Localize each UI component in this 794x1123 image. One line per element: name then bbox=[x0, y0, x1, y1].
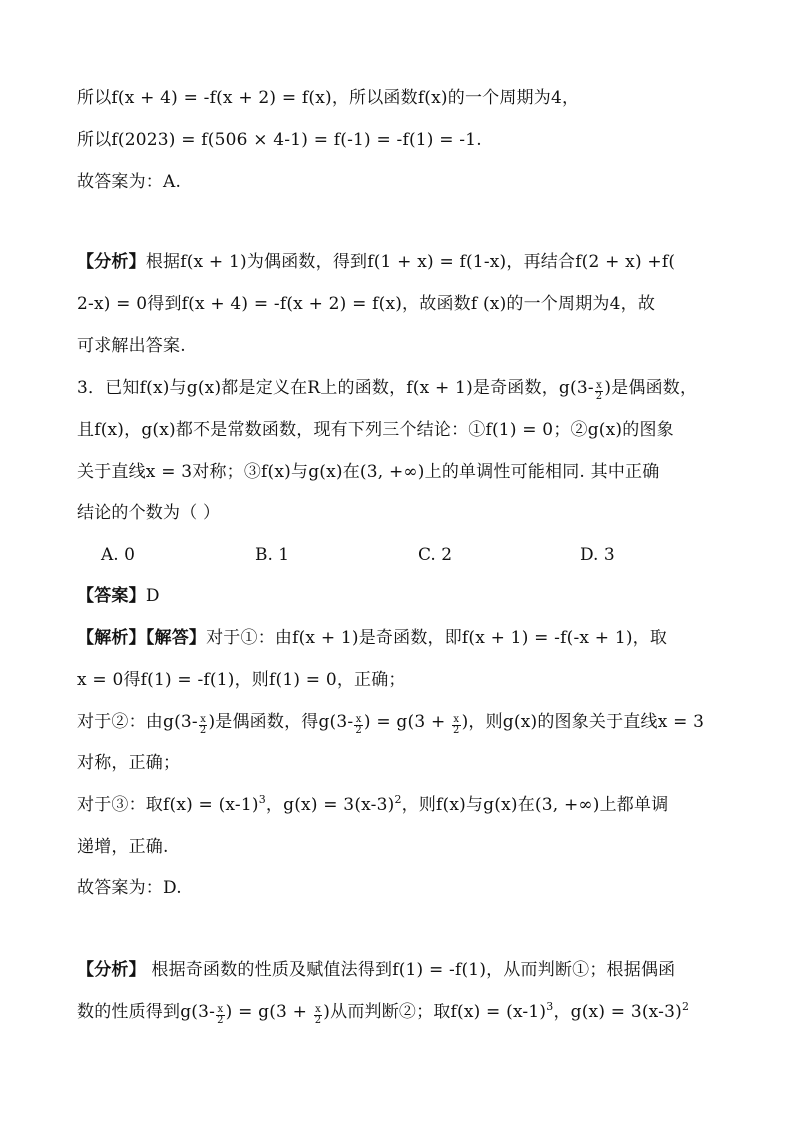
solution-line-2-text: x = 0得f(1) = -f(1)，则f(1) = 0，正确； bbox=[77, 670, 406, 690]
solution-line-5-text-b: ，g(x) = 3(x-3) bbox=[265, 795, 395, 815]
solution-line-3-text-d: )，则g(x)的图象关于直线x = 3 bbox=[461, 712, 705, 732]
question-line-1 bbox=[77, 376, 757, 402]
analysis2-line-2 bbox=[77, 1000, 757, 1026]
analysis-line-3 bbox=[77, 334, 757, 358]
solution-line-1-text: 对于①：由f(x + 1)是奇函数，即f(x + 1) = -f(-x + 1)，取 bbox=[206, 628, 668, 648]
question-line-2-text: 且f(x)，g(x)都不是常数函数，现有下列三个结论：①f(1) = 0；②g(x)的图象 bbox=[77, 420, 674, 440]
answer-line bbox=[77, 584, 757, 608]
solution-line-3 bbox=[77, 710, 757, 736]
solution-line-3-text-c: ) = g(3 + bbox=[363, 712, 451, 732]
analysis2-tag: 【分析】 bbox=[77, 960, 146, 980]
question-line-1-text-b: )是偶函数， bbox=[604, 378, 698, 398]
text-line-3 bbox=[77, 170, 757, 194]
analysis-line-1-text: 根据f(x + 1)为偶函数，得到f(1 + x) = f(1-x)，再结合f(2 + x) +f( bbox=[145, 252, 676, 272]
solution-tag: 【解析】【解答】 bbox=[77, 628, 207, 648]
analysis-tag: 【分析】 bbox=[77, 252, 146, 272]
solution-line-3-text-a: 对于②：由g(3- bbox=[77, 712, 198, 732]
analysis2-line-2-text-a: 数的性质得到g(3- bbox=[77, 1002, 216, 1022]
option-d: D. 3 bbox=[580, 545, 615, 565]
option-b: B. 1 bbox=[255, 545, 290, 565]
analysis2-line-1-text: 根据奇函数的性质及赋值法得到f(1) = -f(1)，从而判断①；根据偶函 bbox=[145, 960, 676, 980]
analysis-line-2 bbox=[77, 292, 757, 316]
solution-line-4-text: 对称，正确； bbox=[77, 753, 181, 773]
exponent-2: 2 bbox=[681, 1000, 690, 1013]
text-line-1 bbox=[77, 86, 757, 110]
question-line-1-text-a: 3．已知f(x)与g(x)都是定义在R上的函数，f(x + 1)是奇函数，g(3- bbox=[77, 378, 594, 398]
solution-line-5 bbox=[77, 793, 757, 817]
solution-line-7 bbox=[77, 876, 757, 900]
fraction-x-over-2: $\frac{x}{2}$ bbox=[453, 714, 460, 736]
question-line-3 bbox=[77, 460, 757, 484]
fraction-x-over-2: $\frac{x}{2}$ bbox=[355, 714, 362, 736]
answer-tag: 【答案】 bbox=[77, 586, 146, 606]
exponent-3: 3 bbox=[258, 793, 266, 806]
analysis2-line-1 bbox=[77, 958, 757, 982]
fraction-x-over-2: $\frac{x}{2}$ bbox=[217, 1004, 224, 1026]
option-c: C. 2 bbox=[418, 545, 453, 565]
solution-line-3-text-b: )是偶函数，得g(3- bbox=[208, 712, 354, 732]
analysis2-line-2-text-b: ) = g(3 + bbox=[225, 1002, 313, 1022]
solution-line-6 bbox=[77, 835, 757, 859]
question-line-2 bbox=[77, 418, 757, 442]
fraction-x-over-2: $\frac{x}{2}$ bbox=[595, 380, 603, 402]
analysis2-line-2-text-d: ，g(x) = 3(x-3) bbox=[553, 1002, 682, 1022]
analysis2-line-2-text-c: )从而判断②；取f(x) = (x-1) bbox=[323, 1002, 547, 1022]
analysis-line-3-text: 可求解出答案. bbox=[77, 336, 186, 356]
solution-line-5-text-a: 对于③：取f(x) = (x-1) bbox=[77, 795, 259, 815]
solution-line-2 bbox=[77, 668, 757, 692]
line-3-text: 故答案为：A. bbox=[77, 172, 182, 192]
solution-line-7-text: 故答案为：D. bbox=[77, 878, 182, 898]
option-a: A. 0 bbox=[101, 545, 135, 565]
solution-line-6-text: 递增，正确. bbox=[77, 837, 169, 857]
analysis-line-1 bbox=[77, 250, 757, 274]
exponent-3: 3 bbox=[546, 1000, 554, 1013]
line-1-text: 所以f(x + 4) = -f(x + 2) = f(x)，所以函数f(x)的一个周期为4， bbox=[77, 88, 580, 108]
fraction-x-over-2: $\frac{x}{2}$ bbox=[199, 714, 207, 736]
analysis-line-2-text: 2-x) = 0得到f(x + 4) = -f(x + 2) = f(x)，故函数f (x)的一个周期为4，故 bbox=[77, 294, 656, 314]
exponent-2: 2 bbox=[394, 793, 402, 806]
text-line-2 bbox=[77, 128, 757, 152]
line-2-text: 所以f(2023) = f(506 × 4-1) = f(-1) = -f(1) = -1. bbox=[77, 130, 482, 150]
question-line-3-text: 关于直线x = 3对称；③f(x)与g(x)在(3, +∞)上的单调性可能相同. 其中正确 bbox=[77, 462, 660, 482]
answer-value: D bbox=[145, 586, 160, 606]
solution-line-5-text-c: ，则f(x)与g(x)在(3, +∞)上都单调 bbox=[401, 795, 669, 815]
fraction-x-over-2: $\frac{x}{2}$ bbox=[314, 1004, 322, 1026]
question-line-4 bbox=[77, 501, 757, 525]
question-line-4-text: 结论的个数为（ ） bbox=[77, 503, 221, 523]
solution-line-1 bbox=[77, 626, 757, 650]
solution-line-4 bbox=[77, 751, 757, 775]
